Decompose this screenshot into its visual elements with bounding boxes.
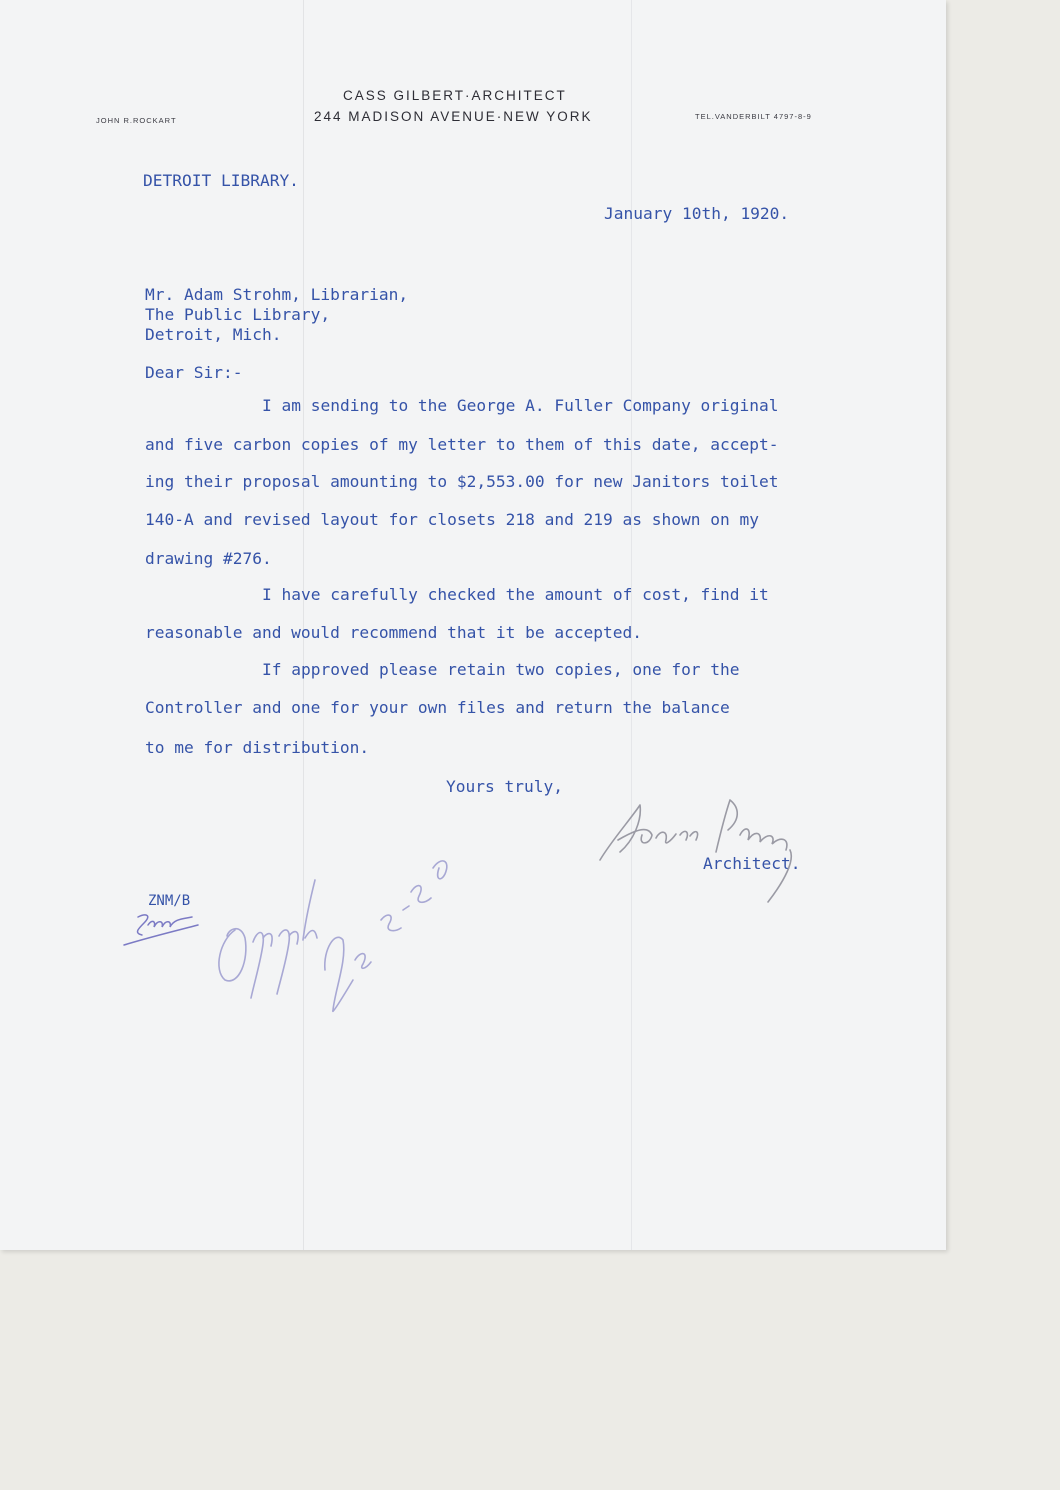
signature-title: Architect. [703, 854, 801, 873]
body-line: I am sending to the George A. Fuller Company original [262, 396, 779, 415]
body-line: If approved please retain two copies, one for the [262, 660, 740, 679]
closing: Yours truly, [446, 777, 563, 796]
recipient-line: Mr. Adam Strohm, Librarian, [145, 285, 409, 304]
body-line: drawing #276. [145, 549, 272, 568]
body-line: I have carefully checked the amount of cost, find it [262, 585, 769, 604]
letterhead-firm: CASS GILBERT·ARCHITECT [343, 88, 567, 103]
body-line: to me for distribution. [145, 738, 370, 757]
body-line: and five carbon copies of my letter to them of this date, accept- [145, 435, 779, 454]
letterhead-address: 244 MADISON AVENUE·NEW YORK [314, 109, 593, 124]
pencil-initials [120, 905, 210, 955]
body-line: reasonable and would recommend that it be accepted. [145, 623, 643, 642]
body-line: ing their proposal amounting to $2,553.00 for new Janitors toilet [145, 472, 779, 491]
body-line: Controller and one for your own files and return the balance [145, 698, 730, 717]
handwritten-signature [590, 780, 820, 910]
typist-initials: ZNM/B [148, 893, 191, 909]
pencil-approval-note [205, 820, 465, 1020]
letterhead-left-name: JOHN R.ROCKART [96, 116, 177, 125]
letter-subject: DETROIT LIBRARY. [143, 171, 299, 190]
letter-date: January 10th, 1920. [604, 204, 790, 223]
letterhead-telephone: TEL.VANDERBILT 4797-8-9 [695, 112, 812, 121]
body-line: 140-A and revised layout for closets 218 and 219 as shown on my [145, 510, 759, 529]
recipient-line: The Public Library, [145, 305, 331, 324]
recipient-line: Detroit, Mich. [145, 325, 282, 344]
faint-stamp [10, 1195, 300, 1235]
salutation: Dear Sir:- [145, 363, 243, 382]
